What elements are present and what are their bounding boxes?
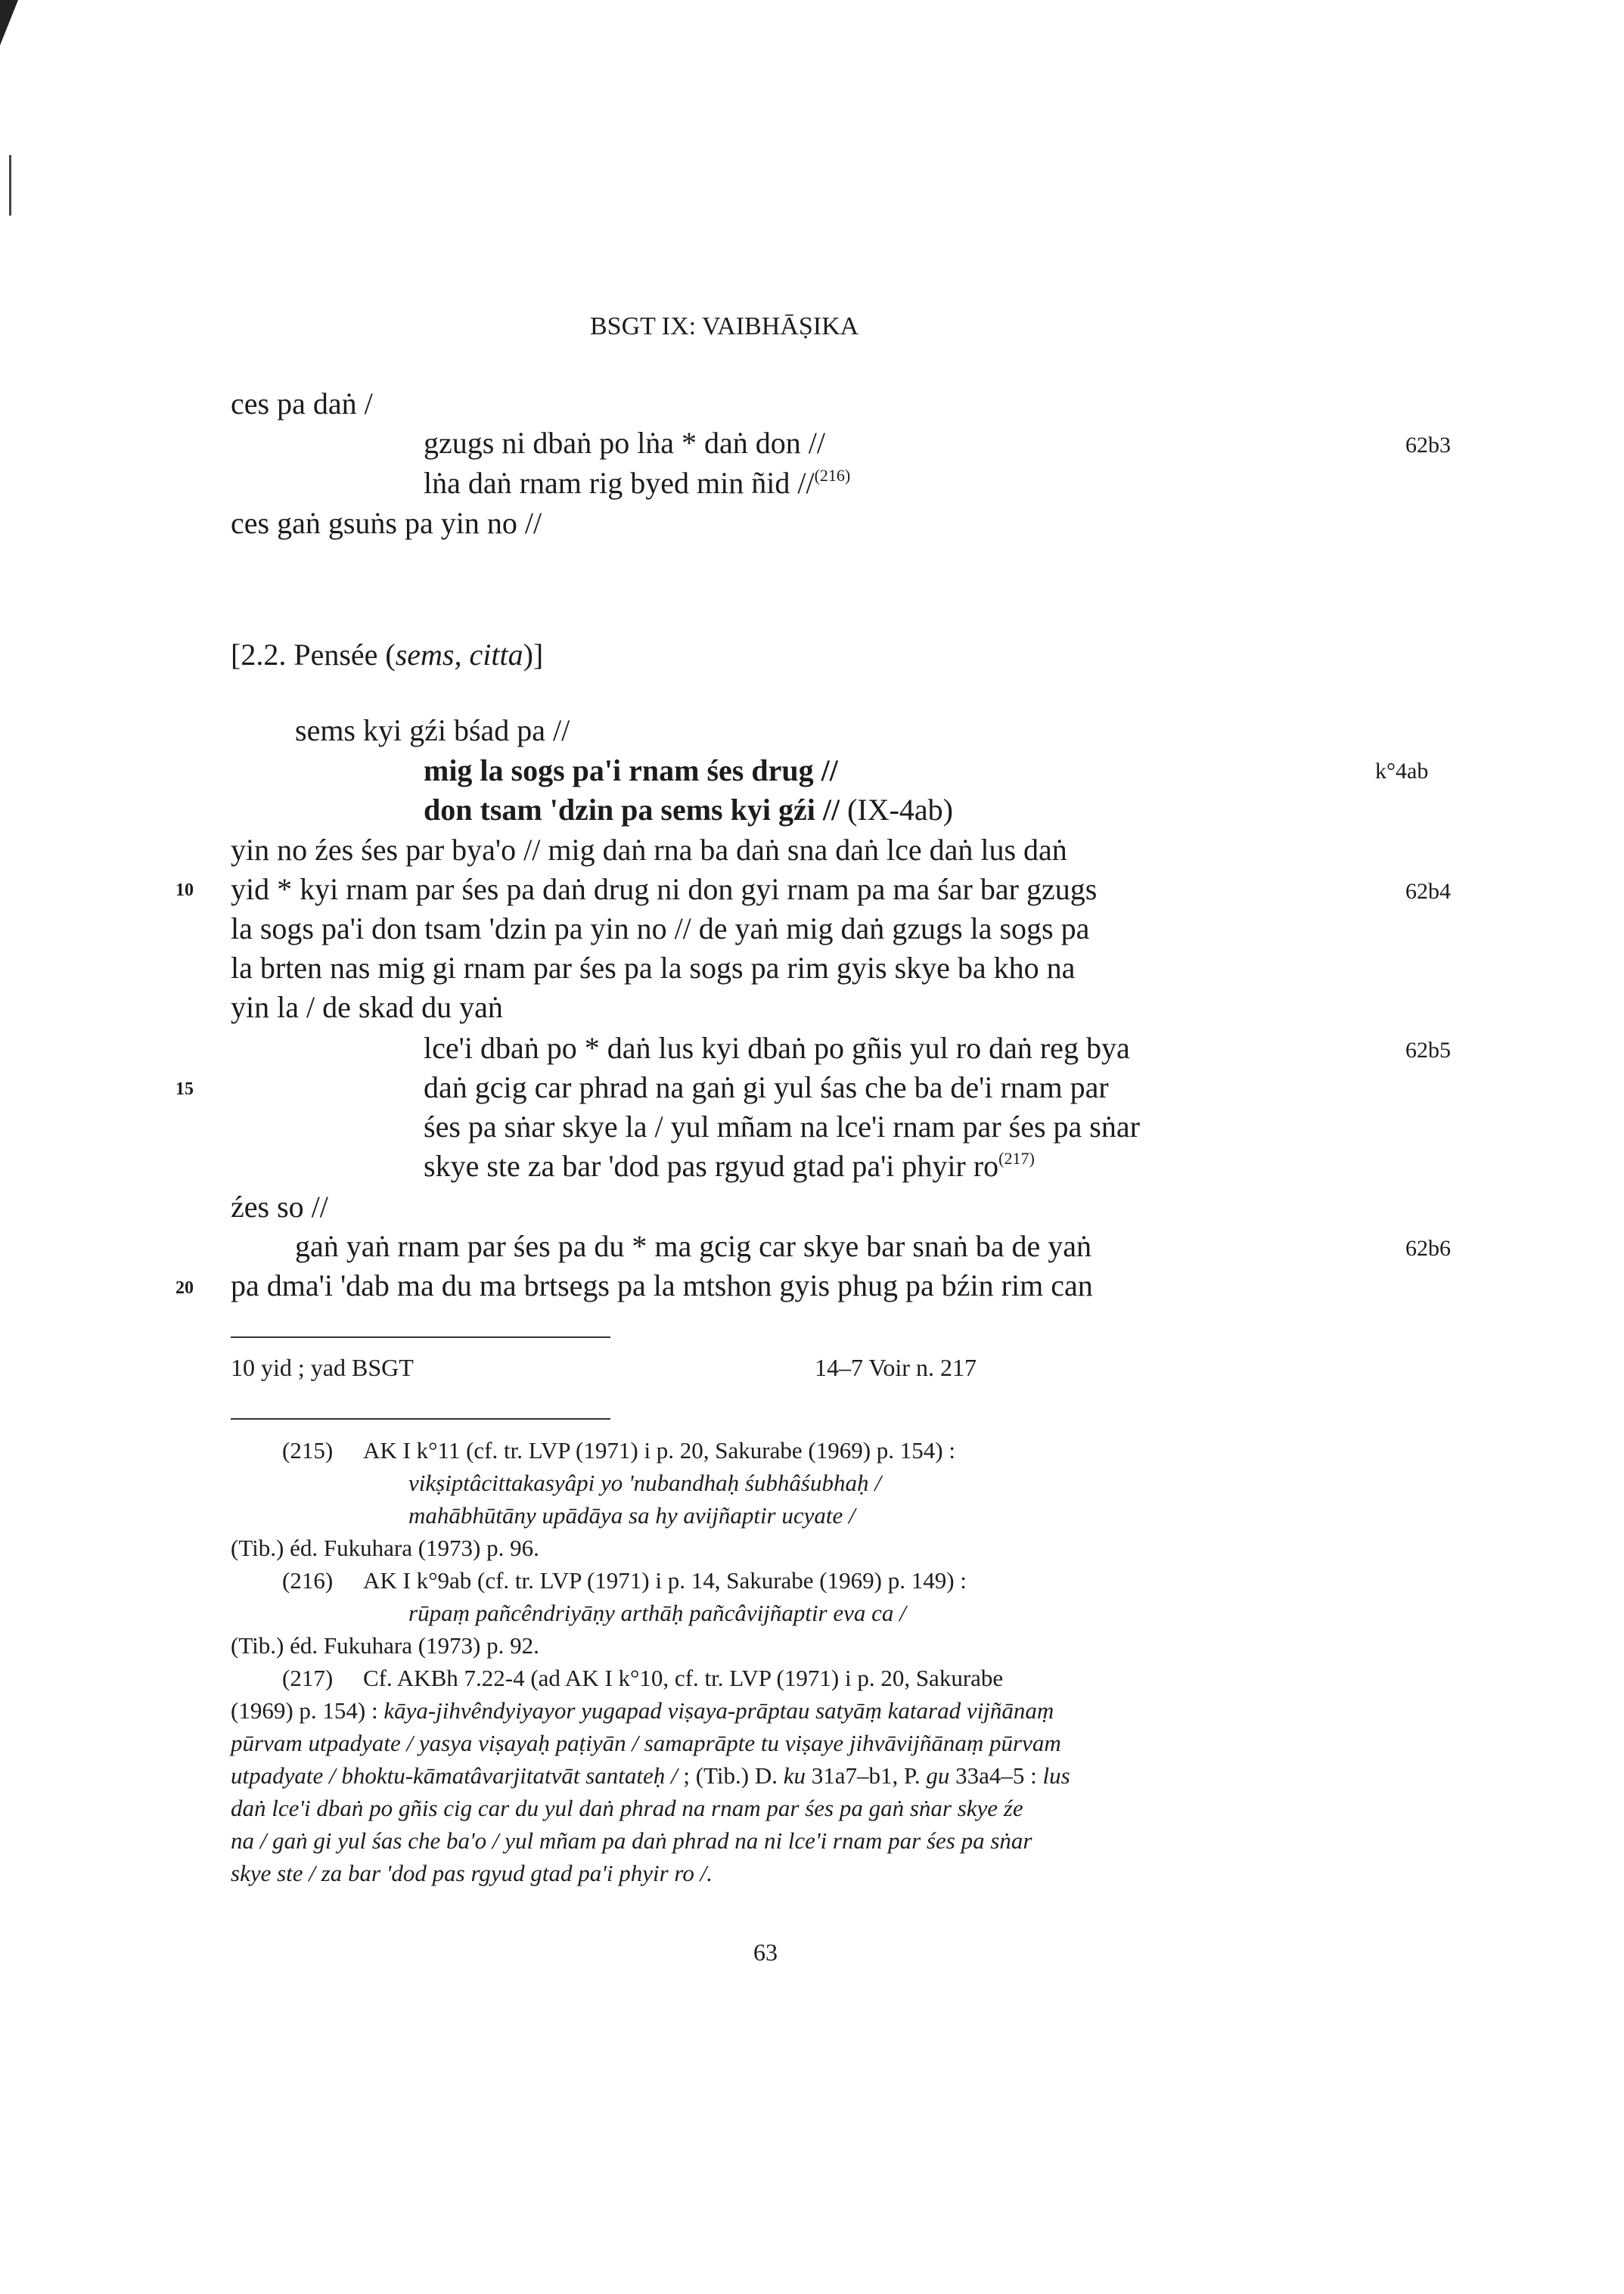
folio-ref: 62b4 — [1405, 879, 1451, 904]
verse-line: ces gaṅ gsuṅs pa yin no // — [231, 506, 542, 540]
footnote-text: pūrvam utpadyate / yasya viṣayaḥ paṭiyān / samaprāpte tu viṣaye jihvāvijñānaṃ pūrvam — [231, 1730, 1061, 1756]
body-line: la sogs pa'i don tsam 'dzin pa yin no // de yaṅ mig daṅ gzugs la sogs pa — [231, 911, 1090, 945]
footnote-text: na / gaṅ gi yul śas che ba'o / yul mñam pa daṅ phrad na ni lce'i rnam par śes pa sṅar — [231, 1827, 1032, 1854]
body-line: yid * kyi rnam par śes pa daṅ drug ni don gyi rnam pa ma śar bar gzugs — [231, 872, 1098, 906]
footnote-text: AK I k°11 (cf. tr. LVP (1971) i p. 20, Sakurabe (1969) p. 154) : — [363, 1437, 955, 1464]
quote-line: śes pa sṅar skye la / yul mñam na lce'i rnam par śes pa sṅar — [424, 1110, 1140, 1144]
footnote-text: Cf. AKBh 7.22-4 (ad AK I k°10, cf. tr. LVP (1971) i p. 20, Sakurabe — [363, 1665, 1004, 1691]
apparatus-note: 10 yid ; yad BSGT — [231, 1354, 414, 1381]
running-title: BSGT IX: VAIBHĀṢIKA — [590, 312, 859, 340]
footnote-text: utpadyate / bhoktu-kāmatâvarjitatvāt santateḥ / ; (Tib.) D. ku 31a7–b1, P. gu 33a4–5 : lus — [231, 1762, 1070, 1789]
apparatus-note: 14–7 Voir n. 217 — [815, 1354, 977, 1381]
quote-line: skye ste za bar 'dod pas rgyud gtad pa'i phyir $ro^{(217)}$ — [424, 1149, 1035, 1183]
karika-line: mig la sogs pa'i rnam śes drug // — [424, 753, 838, 787]
section-heading: [2.2. Pensée (sems, citta)] — [231, 638, 544, 672]
footnote-marker: (217) — [998, 1149, 1035, 1168]
verse-line: lṅa daṅ rnam rig byed min ñid //$^{(216)}$ — [424, 466, 851, 500]
karika-ref: k°4ab — [1375, 759, 1429, 784]
footnote-text: (Tib.) éd. Fukuhara (1973) p. 92. — [231, 1632, 539, 1659]
footnote-verse: vikṣiptâcittakasyâpi yo 'nubandhaḥ śubhâśubhaḥ / — [408, 1470, 881, 1496]
line-number: 15 — [175, 1079, 194, 1099]
line-number: 10 — [175, 880, 194, 900]
footnote-rule — [231, 1418, 610, 1420]
line-number: 20 — [175, 1278, 194, 1298]
scan-corner-mark — [0, 0, 18, 45]
quote-line: lce'i dbaṅ po * daṅ lus kyi dbaṅ po gñis yul ro daṅ reg bya — [424, 1031, 1130, 1065]
verse-line: ces pa daṅ / — [231, 386, 373, 421]
body-line: pa dma'i 'dab ma du ma brtsegs pa la mtshon gyis phug pa bźin rim can — [231, 1268, 1093, 1302]
body-line: yin la / de skad du yaṅ — [231, 990, 503, 1024]
folio-ref: 62b3 — [1405, 433, 1451, 458]
karika-line: don tsam 'dzin pa sems kyi gźi // (IX-4ab) — [424, 793, 953, 827]
folio-ref: 62b5 — [1405, 1038, 1451, 1063]
footnote-marker: (216) — [814, 466, 851, 485]
footnote-label: (217) — [282, 1665, 334, 1691]
quote-line: daṅ gcig car phrad na gaṅ gi yul śas che ba de'i rnam par — [424, 1070, 1109, 1104]
footnote-text: daṅ lce'i dbaṅ po gñis cig car du yul daṅ phrad na rnam par śes pa gaṅ sṅar skye źe — [231, 1795, 1023, 1821]
body-line: gaṅ yaṅ rnam par śes pa du * ma gcig car skye bar snaṅ ba de yaṅ — [295, 1229, 1091, 1263]
apparatus-rule — [231, 1336, 610, 1338]
folio-ref: 62b6 — [1405, 1236, 1451, 1261]
verse-intro: sems kyi gźi bśad pa // — [295, 713, 570, 747]
body-line: yin no źes śes par bya'o // mig daṅ rna ba daṅ sna daṅ lce daṅ lus daṅ — [231, 833, 1067, 867]
footnote-verse: mahābhūtāny upādāya sa hy avijñaptir ucyate / — [408, 1502, 855, 1529]
body-line: la brten nas mig gi rnam par śes pa la sogs pa rim gyis skye ba kho na — [231, 951, 1076, 985]
page-number: 63 — [753, 1939, 778, 1966]
footnote-text: (1969) p. 154) : kāya-jihvêndyiyayor yugapad viṣaya-prāptau satyāṃ katarad vijñānaṃ — [231, 1697, 1054, 1724]
verse-line: gzugs ni dbaṅ po lṅa * daṅ don // — [424, 426, 826, 460]
footnote-text: skye ste / za bar 'dod pas rgyud gtad pa'i phyir ro /. — [231, 1860, 713, 1886]
scan-margin-bar — [9, 155, 11, 216]
footnote-text: AK I k°9ab (cf. tr. LVP (1971) i p. 14, Sakurabe (1969) p. 149) : — [363, 1567, 967, 1594]
body-line: źes so // — [231, 1190, 328, 1224]
footnote-label: (215) — [282, 1437, 334, 1464]
footnote-text: (Tib.) éd. Fukuhara (1973) p. 96. — [231, 1535, 539, 1561]
footnote-verse: rūpaṃ pañcêndriyāṇy arthāḥ pañcâvijñaptir eva ca / — [408, 1600, 906, 1626]
footnote-label: (216) — [282, 1567, 334, 1594]
